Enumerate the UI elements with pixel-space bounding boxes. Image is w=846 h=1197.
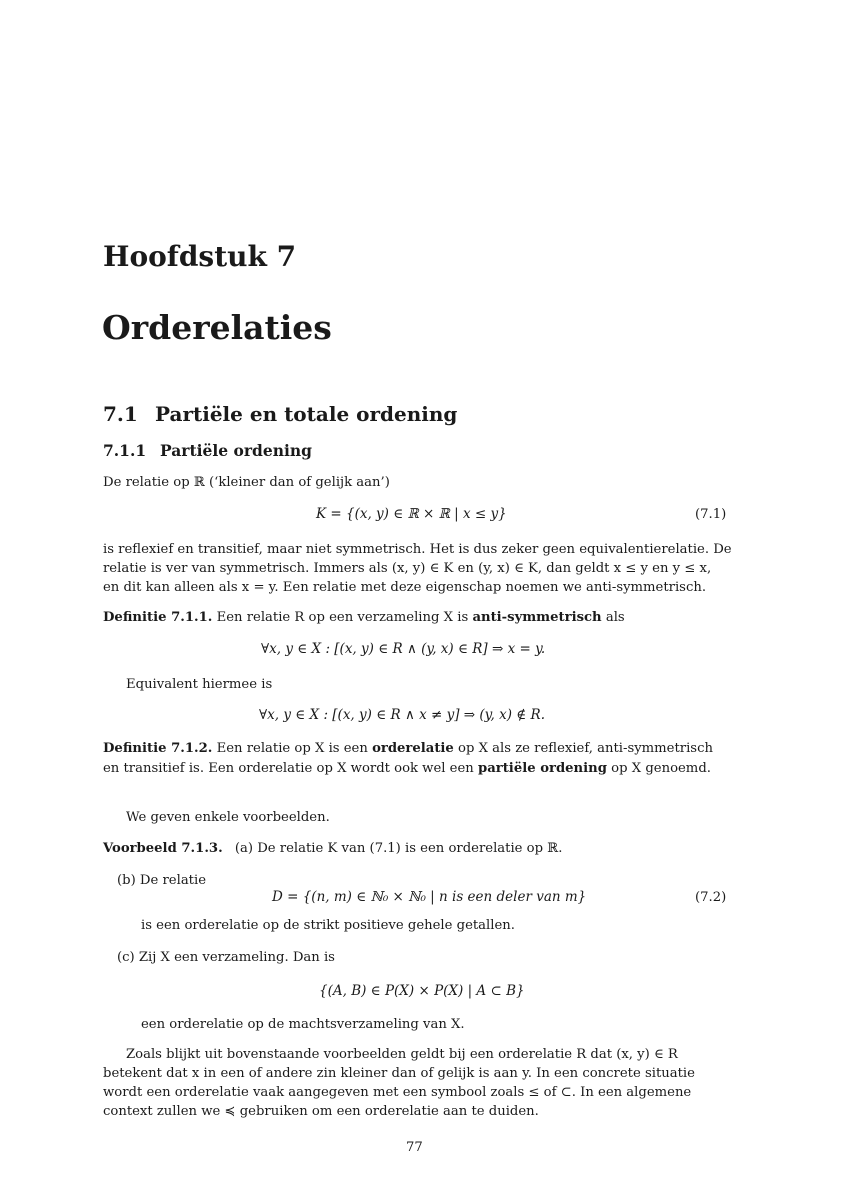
formula-equivalent: ∀x, y ∈ X : [(x, y) ∈ R ∧ x ≠ y] ⇒ (y, x) ∉ R. <box>259 707 546 723</box>
definition-term: orderelatie <box>372 741 454 756</box>
formula-divisor-relation: D = {(n, m) ∈ ℕ₀ × ℕ₀ | n is een deler van m} <box>272 889 587 905</box>
page-number: 77 <box>406 1140 423 1155</box>
definition-term: partiële ordening <box>478 761 607 776</box>
definition-text: als <box>605 610 625 625</box>
formula-subset-relation: {(A, B) ∈ P(X) × P(X) | A ⊂ B} <box>319 983 525 999</box>
subsection-heading <box>103 441 312 460</box>
equation-number-7-2: (7.2) <box>695 890 727 905</box>
chapter-label: Hoofdstuk 7 <box>103 240 297 273</box>
paragraph-line: context zullen we ≼ gebruiken om een orderelatie aan te duiden. <box>103 1104 539 1119</box>
definition-label: Definitie 7.1.2. <box>103 741 213 756</box>
example-item-b-text: is een orderelatie op de strikt positieve gehele getallen. <box>141 918 515 933</box>
equivalent-text: Equivalent hiermee is <box>126 677 273 692</box>
paragraph-line: Zoals blijkt uit bovenstaande voorbeelden geldt bij een orderelatie R dat (x, y) ∈ R <box>126 1047 678 1062</box>
example-item-a: (a) De relatie K van (7.1) is een orderelatie op ℝ. <box>234 841 563 856</box>
definition-text: Een relatie R op een verzameling X is <box>216 610 469 625</box>
definition-text: en transitief is. Een orderelatie op X wordt ook wel een <box>103 761 474 776</box>
intro-text: De relatie op ℝ (‘kleiner dan of gelijk aan’) <box>103 475 390 490</box>
definition-term: anti-symmetrisch <box>472 610 602 625</box>
definition-7-1-1 <box>103 608 625 627</box>
example-label: Voorbeeld 7.1.3. <box>103 841 223 856</box>
section-heading <box>103 402 457 426</box>
example-item-b-label: (b) De relatie <box>117 873 207 888</box>
example-item-c-label: (c) Zij X een verzameling. Dan is <box>117 950 335 965</box>
subsection-number: 7.1.1 <box>103 441 147 460</box>
paragraph-line: en dit kan alleen als x = y. Een relatie met deze eigenschap noemen we anti-symmetrisch. <box>103 580 707 595</box>
example-7-1-3 <box>103 839 562 858</box>
section-number: 7.1 <box>103 402 138 426</box>
section-title: Partiële en totale ordening <box>155 402 458 426</box>
examples-intro: We geven enkele voorbeelden. <box>126 810 330 825</box>
example-item-c-text: een orderelatie op de machtsverzameling van X. <box>141 1017 465 1032</box>
paragraph-line: relatie is ver van symmetrisch. Immers als (x, y) ∈ K en (y, x) ∈ K, dan geldt x ≤ y en y ≤ x, <box>103 561 712 576</box>
subsection-title: Partiële ordening <box>160 441 312 460</box>
paragraph-line: wordt een orderelatie vaak aangegeven met een symbool zoals ≤ of ⊂. In een algemene <box>103 1085 692 1100</box>
definition-text: Een relatie op X is een <box>216 741 368 756</box>
definition-7-1-2-line-1 <box>103 739 713 758</box>
definition-7-1-2-line-2 <box>103 759 711 778</box>
equation-7-1: K = {(x, y) ∈ ℝ × ℝ | x ≤ y} <box>316 506 507 522</box>
formula-anti-symmetric: ∀x, y ∈ X : [(x, y) ∈ R ∧ (y, x) ∈ R] ⇒ x = y. <box>261 641 546 657</box>
definition-text: op X als ze reflexief, anti-symmetrisch <box>458 741 713 756</box>
paragraph-line: betekent dat x in een of andere zin kleiner dan of gelijk is aan y. In een concrete situatie <box>103 1066 695 1081</box>
chapter-title: Orderelaties <box>102 308 332 347</box>
equation-number-7-1: (7.1) <box>695 507 727 522</box>
definition-label: Definitie 7.1.1. <box>103 610 213 625</box>
definition-text: op X genoemd. <box>611 761 711 776</box>
paragraph-line: is reflexief en transitief, maar niet symmetrisch. Het is dus zeker geen equivalentierelatie. De <box>103 542 732 557</box>
